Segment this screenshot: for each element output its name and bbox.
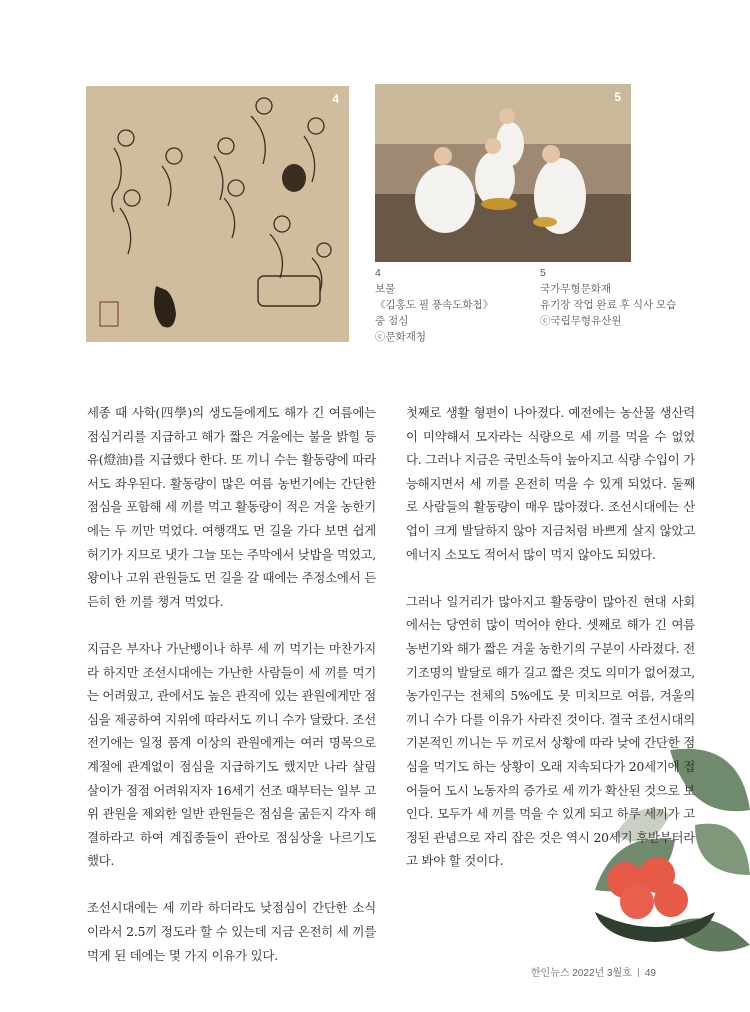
caption-line: 국가무형문화재 [540, 283, 612, 295]
body-paragraph: 첫째로 생활 형편이 나아졌다. 예전에는 농산물 생산력이 미약해서 모자라는 식량으로 세 끼를 먹을 수 없었다. 그러나 지금은 국민소득이 높아지고 식량 수입이 가능해지면서 세 끼를 온전히 먹을 수 있게 되었다. 둘째로 사람들의 활동량이 매우 많아졌다. 조선시대에는 산업이 크게 발달하지 않아 지금처럼 바쁘게 살지 않았고 에너지 소모도 적어서 많이 먹지 않아도 되었다. [406, 405, 695, 562]
body-column-right [406, 401, 695, 896]
caption-line: 보물 [375, 283, 396, 295]
caption-number: 4 [375, 267, 381, 279]
body-paragraph: 세종 때 사학(四學)의 생도들에게도 해가 긴 여름에는 점심거리를 지급하고 해가 짧은 겨울에는 불을 밝힐 등유(燈油)를 지급했다 한다. 또 끼니 수는 활동량에 따라서도 좌우된다. 활동량이 많은 여름 농번기에는 간단한 점심을 포함해 세 끼를 먹고 활동량이 적은 겨울 농한기에는 두 끼만 먹었다. 여행객도 먼 길을 가다 보면 쉽게 허기가 지므로 냇가 그늘 또는 주막에서 낮밥을 먹었고, 왕이나 고위 관원들도 먼 길을 갈 때에는 주정소에서 든든히 한 끼를 챙겨 먹었다. [87, 405, 376, 609]
meal-photo-image [375, 84, 631, 262]
caption-line: ⓒ문화재청 [375, 331, 427, 343]
publication-name: 한인뉴스 2022년 3월호 [530, 968, 632, 979]
footer-divider [638, 968, 639, 977]
painting-image [86, 86, 349, 342]
caption-line: 유기장 작업 완료 후 식사 모습 [540, 299, 677, 311]
caption-4 [375, 265, 493, 345]
caption-line: ⓒ국립무형유산원 [540, 315, 622, 327]
body-paragraph: 지금은 부자나 가난뱅이나 하루 세 끼 먹기는 마찬가지라 하지만 조선시대에는 가난한 사람들이 세 끼를 먹기는 어려웠고, 관에서도 높은 관직에 있는 관원에게만 점심을 제공하여 지위에 따라서도 끼니 수가 달랐다. 조선 전기에는 일정 품계 이상의 관원에게는 여러 명목으로 계절에 관계없이 점심을 지급하기도 했지만 나라 살림살이가 점점 어려워지자 16세기 선조 때부터는 일부 고위 관원을 제외한 일반 관원들은 점심을 굶든지 각자 해결하라고 하여 계집종들이 관아로 점심상을 나르기도 했다. [87, 640, 376, 869]
body-paragraph: 조선시대에는 세 끼라 하더라도 낮점심이 간단한 소식이라서 2.5끼 정도라 할 수 있는데 지금 온전히 세 끼를 먹게 된 데에는 몇 가지 이유가 있다. [87, 900, 376, 963]
caption-5 [540, 265, 676, 329]
body-paragraph: 그러나 일거리가 많아지고 활동량이 많아진 현대 사회에서는 당연히 많이 먹어야 한다. 셋째로 해가 긴 여름 농번기와 해가 짧은 겨울 농한기의 구분이 사라졌다. 전기조명의 발달로 해가 길고 짧은 것도 의미가 없어졌고, 농가인구는 전체의 5%에도 못 미치므로 여름, 겨울의 끼니 수가 다를 이유가 사라진 것이다. 결국 조선시대의 기본적인 끼니는 두 끼로서 상황에 따라 낮에 간단한 점심을 먹기도 하는 상황이 오래 지속되다가 20세기에 접어들어 도시 노동자의 증가로 세 끼가 확산된 것으로 보인다. 모두가 세 끼를 먹을 수 있게 되고 하루 세끼가 고정된 관념으로 자리 잡은 것은 역시 20세기 후반부터라고 봐야 할 것이다. [406, 593, 695, 869]
photo-painting [86, 86, 349, 342]
photo-number: 5 [614, 90, 621, 104]
body-column-left [87, 401, 376, 991]
caption-number: 5 [540, 267, 546, 279]
photo-number: 4 [332, 92, 339, 106]
caption-line: 중 점심 [375, 315, 409, 327]
page-footer [531, 964, 656, 979]
page-number: 49 [644, 968, 656, 979]
caption-line: 《김홍도 필 풍속도화첩》 [375, 299, 494, 311]
photo-meal [375, 84, 631, 262]
